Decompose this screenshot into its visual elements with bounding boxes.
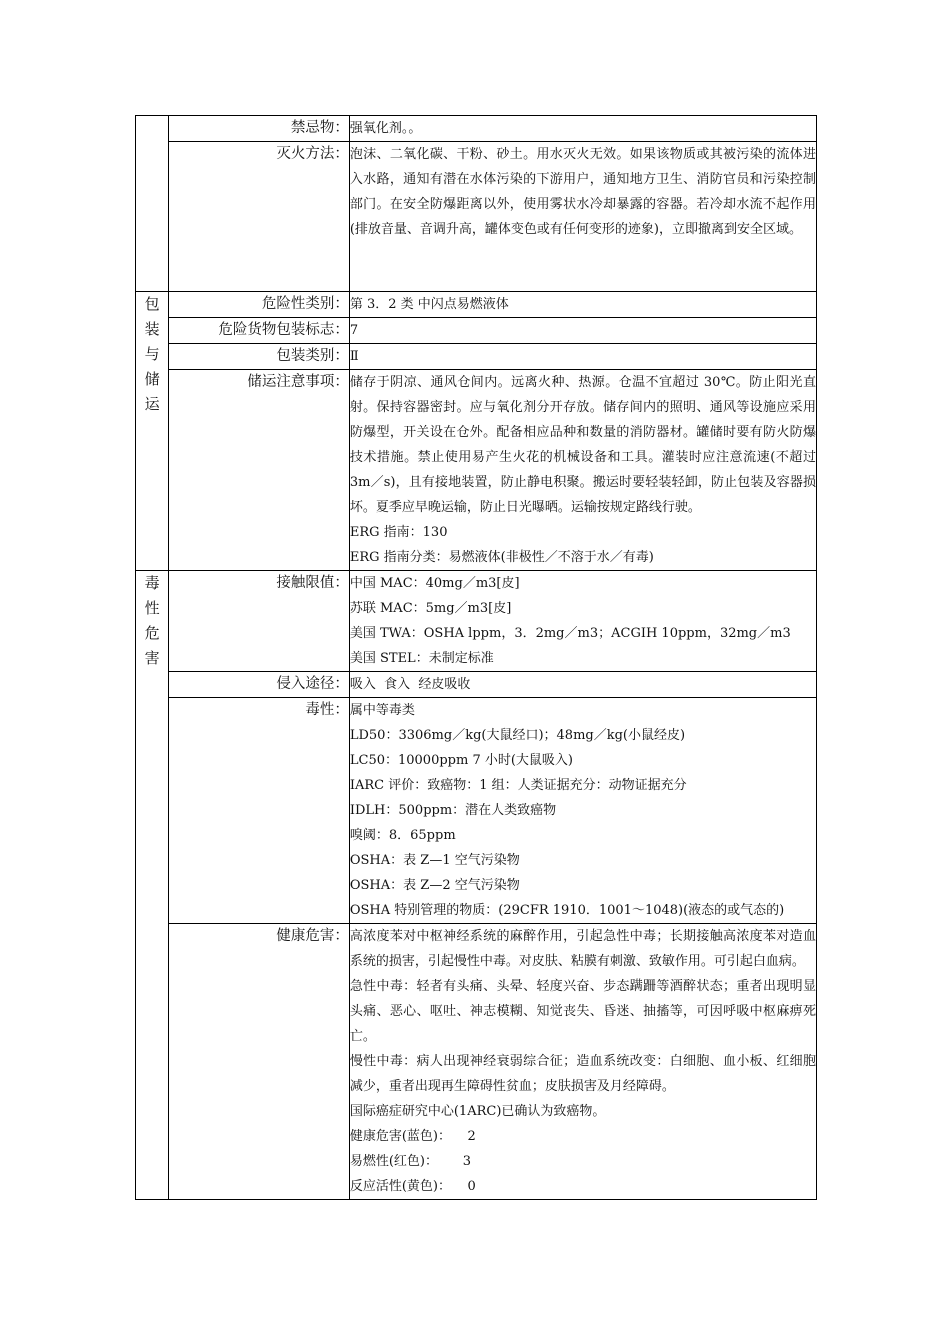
value-jiechu <box>349 571 816 672</box>
value-baozhuang-line-0: Ⅱ <box>349 349 359 364</box>
row-duxing <box>136 698 817 924</box>
value-duxing-line-5: 嗅阈：8．65ppm <box>349 828 456 843</box>
label-chuyun: 储运注意事项： <box>169 370 350 571</box>
value-jiankang-line-2: 易燃性(红色)： 3 <box>349 1154 472 1169</box>
row-biaozhi <box>136 318 817 344</box>
label-duxing: 毒性： <box>169 698 350 924</box>
value-chuyun-line-1: ERG 指南分类：易燃液体(非极性／不溶于水／有毒) <box>349 550 654 565</box>
label-baozhuang: 包装类别： <box>169 344 350 370</box>
row-jiechu <box>136 571 817 672</box>
value-jiankang <box>349 924 816 1200</box>
row-miehuo <box>136 142 817 292</box>
row-baozhuang <box>136 344 817 370</box>
value-jinji <box>349 116 816 142</box>
category-packaging-char: 与 <box>144 345 160 363</box>
label-jiechu: 接触限值： <box>169 571 350 672</box>
category-packaging-char: 包 <box>144 295 160 313</box>
category-toxicity <box>136 571 169 1200</box>
value-jiechu-line-2: 美国 TWA：OSHA lppm，3．2mg／m3；ACGIH 10ppm，32mg／m3 <box>349 626 791 641</box>
row-jiankang <box>136 924 817 1200</box>
label-qinru: 侵入途径： <box>169 672 350 698</box>
value-duxing-line-2: LC50：10000ppm 7 小时(大鼠吸入) <box>349 753 573 768</box>
value-chuyun-line-0: ERG 指南：130 <box>349 525 448 540</box>
value-jiankang-para-0: 高浓度苯对中枢神经系统的麻醉作用，引起急性中毒；长期接触高浓度苯对造血系统的损害，引起慢性中毒。对皮肤、粘膜有刺激、致敏作用。可引起白血病。 <box>349 929 816 969</box>
value-biaozhi <box>349 318 816 344</box>
value-duxing-line-4: IDLH：500ppm：潜在人类致癌物 <box>349 803 557 818</box>
row-qinru <box>136 672 817 698</box>
value-duxing-line-0: 属中等毒类 <box>349 703 415 718</box>
label-jinji: 禁忌物： <box>169 116 350 142</box>
value-jinji-line-0: 强氧化剂。。 <box>349 121 422 136</box>
label-miehuo: 灭火方法： <box>169 142 350 292</box>
value-weixian-line-0: 第 3．2 类 中闪点易燃液体 <box>349 297 509 312</box>
category-cell-blank <box>136 116 169 292</box>
value-duxing-line-7: OSHA：表 Z—2 空气污染物 <box>349 878 520 893</box>
label-jiankang: 健康危害： <box>169 924 350 1200</box>
value-duxing <box>349 698 816 924</box>
value-qinru-line-0: 吸入 食入 经皮吸收 <box>349 677 471 692</box>
value-weixian <box>349 292 816 318</box>
value-baozhuang <box>349 344 816 370</box>
category-toxicity-char: 害 <box>144 649 160 667</box>
category-toxicity-char: 性 <box>144 599 160 617</box>
value-jiankang-line-3: 反应活性(黄色)： 0 <box>349 1179 476 1194</box>
value-biaozhi-line-0: 7 <box>349 323 359 338</box>
value-miehuo: 泡沫、二氧化碳、干粉、砂土。用水灭火无效。如果该物质或其被污染的流体进入水路，通知有潜在水体污染的下游用户，通知地方卫生、消防官员和污染控制部门。在安全防爆距离以外，使用雾状水冷却暴露的容器。若冷却水流不起作用(排放音量、音调升高，罐体变色或有任何变形的迹象)，立即撤离到安全区域。 <box>349 142 816 292</box>
value-jiankang-line-0: 国际癌症研究中心(1ARC)已确认为致癌物。 <box>349 1104 606 1119</box>
label-weixian: 危险性类别： <box>169 292 350 318</box>
category-packaging-char: 装 <box>144 320 160 338</box>
value-jiechu-line-3: 美国 STEL：未制定标准 <box>349 651 494 666</box>
value-chuyun <box>349 370 816 571</box>
msds-table <box>135 115 817 1200</box>
value-jiechu-line-1: 苏联 MAC：5mg／m3[皮] <box>349 601 512 616</box>
category-toxicity-char: 毒 <box>144 574 160 592</box>
row-chuyun <box>136 370 817 571</box>
value-qinru <box>349 672 816 698</box>
value-jiechu-line-0: 中国 MAC：40mg／m3[皮] <box>349 576 520 591</box>
label-biaozhi: 危险货物包装标志： <box>169 318 350 344</box>
category-packaging <box>136 292 169 571</box>
value-jiankang-para-1: 急性中毒：轻者有头痛、头晕、轻度兴奋、步态蹒跚等酒醉状态；重者出现明显头痛、恶心、呕吐、神志模糊、知觉丧失、昏迷、抽搐等，可因呼吸中枢麻痹死亡。 <box>349 979 816 1044</box>
category-toxicity-char: 危 <box>144 624 160 642</box>
category-packaging-char: 储 <box>144 370 160 388</box>
row-weixian <box>136 292 817 318</box>
value-jiankang-para-2: 慢性中毒：病人出现神经衰弱综合征；造血系统改变：白细胞、血小板、红细胞减少，重者出现再生障碍性贫血；皮肤损害及月经障碍。 <box>349 1054 816 1094</box>
value-duxing-line-8: OSHA 特别管理的物质：(29CFR 1910．1001～1048)(液态的或气态的) <box>349 903 785 918</box>
value-duxing-line-1: LD50：3306mg／kg(大鼠经口)；48mg／kg(小鼠经皮) <box>349 728 686 743</box>
value-chuyun-text: 储存于阴凉、通风仓间内。远离火种、热源。仓温不宜超过 30℃。防止阳光直射。保持容器密封。应与氧化剂分开存放。储存间内的照明、通风等设施应采用防爆型，开关设在仓外。配备相应品种和数量的消防器材。罐储时要有防火防爆技术措施。禁止使用易产生火花的机械设备和工具。灌装时应注意流速(不超过 3m／s)，且有接地装置，防止静电积聚。搬运时要轻装轻卸，防止包装及容器损坏。夏季应早晚运输，防止日光曝晒。运输按规定路线行驶。 <box>349 375 816 515</box>
value-duxing-line-3: IARC 评价：致癌物：1 组：人类证据充分：动物证据充分 <box>349 778 687 793</box>
row-jinji <box>136 116 817 142</box>
value-jiankang-line-1: 健康危害(蓝色)： 2 <box>349 1129 476 1144</box>
category-packaging-char: 运 <box>144 395 160 413</box>
value-duxing-line-6: OSHA：表 Z—1 空气污染物 <box>349 853 520 868</box>
